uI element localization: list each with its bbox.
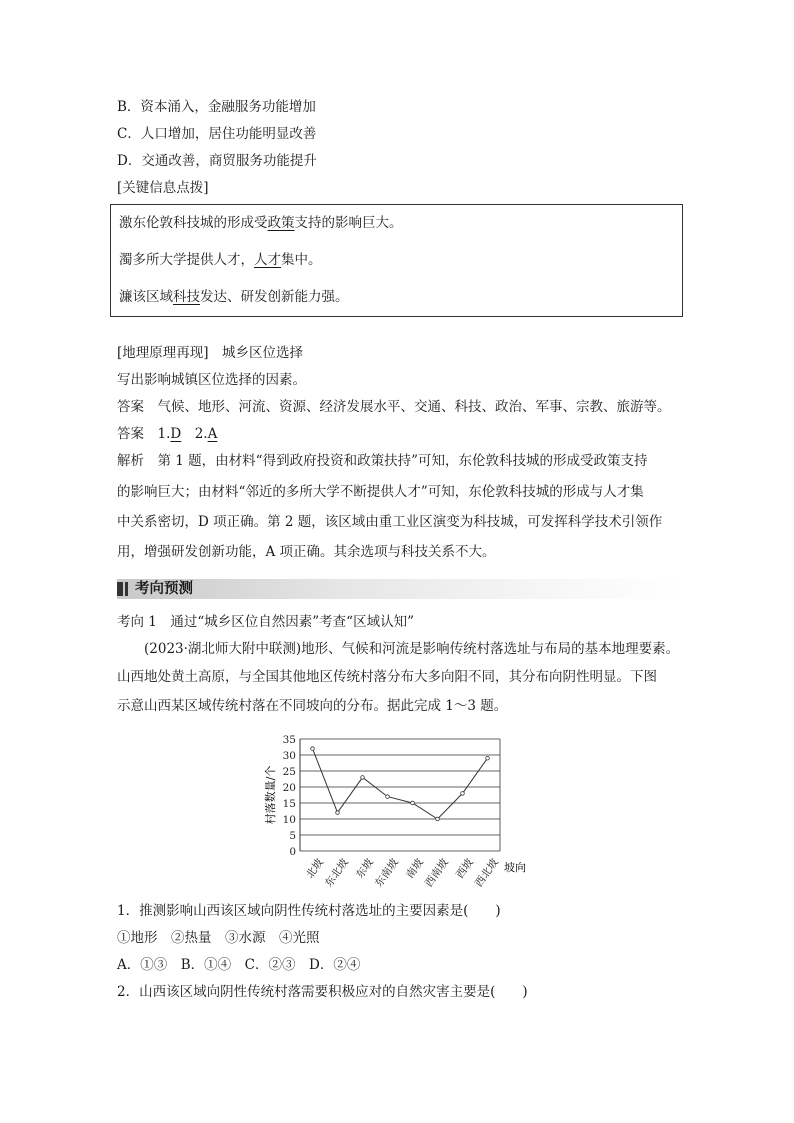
key-info-keyword: 科技 xyxy=(173,289,200,305)
y-tick-label: 30 xyxy=(282,750,296,762)
analysis-line-4: 用，增强研发创新功能，A 项正确。其余选项与科技关系不大。 xyxy=(117,544,496,560)
section-marker xyxy=(125,582,128,596)
data-point xyxy=(386,795,390,799)
intro-line-1: (2023·湖北师大附中联测)地形、气候和河流是影响传统村落选址与布局的基本地理要素。 xyxy=(144,641,680,657)
section-marker xyxy=(117,582,123,596)
q2-stem: 2．山西该区域向阴性传统村落需要积极应对的自然灾害主要是( ) xyxy=(117,984,528,1000)
y-tick-label: 5 xyxy=(289,830,296,842)
principle-answer xyxy=(117,397,671,417)
direction-title: 考向 1 通过“城乡区位自然因素”考查“区域认知” xyxy=(117,614,414,630)
option-d: D．交通改善，商贸服务功能提升 xyxy=(117,153,317,169)
analysis-label: 解析 xyxy=(117,453,144,469)
analysis-line-1 xyxy=(117,451,647,471)
key-info-marker: 濂 xyxy=(119,289,133,305)
intro-line-2: 山西地处黄土高原，与全国其他地区传统村落分布大多向阳不同，其分布向阴性明显。下图 xyxy=(117,669,657,685)
y-tick-label: 10 xyxy=(282,814,296,826)
key-info-text: 东伦敦科技城的形成受 xyxy=(132,215,268,231)
y-tick-label: 35 xyxy=(282,734,296,746)
answer-number: 2. xyxy=(194,426,208,442)
key-info-marker: 濁 xyxy=(119,252,133,268)
section-header xyxy=(117,579,683,599)
principle-header: [地理原理再现] 城乡区位选择 xyxy=(117,345,304,361)
x-tick-label: 北坡 xyxy=(303,856,326,881)
x-tick-label: 南坡 xyxy=(403,856,426,881)
analysis-line-3: 中关系密切，D 项正确。第 2 题，该区域由重工业区演变为科技城，可发挥科学技术引领作 xyxy=(117,514,663,530)
analysis-line-2: 的影响巨大；由材料“邻近的多所大学不断提供人才”可知，东伦敦科技城的形成与人才集 xyxy=(117,484,644,500)
key-info-text: 发达、研发创新能力强。 xyxy=(200,289,349,305)
key-info-item-1 xyxy=(119,211,403,231)
series-line xyxy=(313,749,488,819)
x-tick-label: 东坡 xyxy=(353,856,376,881)
key-info-keyword: 政策 xyxy=(267,215,295,231)
q1-options: A．①③ B．①④ C．②③ D．②④ xyxy=(117,957,361,973)
x-tick-label: 东北坡 xyxy=(322,856,351,890)
slope-chart xyxy=(262,731,562,891)
data-point xyxy=(336,811,340,815)
q1-stem: 1．推测影响山西该区域向阴性传统村落选址的主要因素是( ) xyxy=(117,903,501,919)
key-info-item-3 xyxy=(119,285,349,305)
answer-text: 气候、地形、河流、资源、经济发展水平、交通、科技、政治、军事、宗教、旅游等。 xyxy=(157,399,671,415)
intro-line-3: 示意山西某区域传统村落在不同坡向的分布。据此完成 1～3 题。 xyxy=(117,698,508,714)
data-point xyxy=(461,792,465,796)
key-info-text: 该区域 xyxy=(132,289,173,305)
y-tick-label: 15 xyxy=(282,798,296,810)
data-point xyxy=(311,747,315,751)
data-point xyxy=(486,756,490,760)
x-tick-label: 西北坡 xyxy=(472,856,501,890)
x-tick-label: 东南坡 xyxy=(372,856,401,890)
key-info-item-2 xyxy=(119,248,322,268)
data-point xyxy=(361,776,365,780)
data-point xyxy=(411,801,415,805)
data-point xyxy=(436,817,440,821)
key-info-header: [关键信息点拨] xyxy=(117,180,209,196)
analysis-text: 第 1 题，由材料“得到政府投资和政策扶持”可知，东伦敦科技城的形成受政策支持 xyxy=(157,453,648,469)
key-info-text: 集中。 xyxy=(281,252,322,268)
y-axis-label: 村落数量/个 xyxy=(264,765,277,825)
answer-number: 1. xyxy=(157,426,171,442)
y-tick-label: 20 xyxy=(282,782,296,794)
y-tick-label: 0 xyxy=(289,846,296,858)
x-tick-label: 西坡 xyxy=(453,856,476,881)
answer-2: A xyxy=(207,426,218,442)
x-tick-label: 西南坡 xyxy=(422,856,451,890)
answers-line xyxy=(117,424,217,444)
y-tick-label: 25 xyxy=(282,766,296,778)
section-shade xyxy=(117,579,683,599)
section-title: 考向预测 xyxy=(135,581,193,597)
key-info-box xyxy=(110,204,683,317)
key-info-keyword: 人才 xyxy=(254,252,281,268)
key-info-text: 支持的影响巨大。 xyxy=(294,215,403,231)
option-c: C．人口增加，居住功能明显改善 xyxy=(117,126,317,142)
key-info-marker: 激 xyxy=(119,215,133,231)
answer-label: 答案 xyxy=(117,399,144,415)
q1-items: ①地形 ②热量 ③水源 ④光照 xyxy=(117,930,320,946)
answer-label: 答案 xyxy=(117,426,144,442)
principle-question: 写出影响城镇区位选择的因素。 xyxy=(117,372,306,388)
option-b: B．资本涌入，金融服务功能增加 xyxy=(117,99,316,115)
answer-1: D xyxy=(170,426,182,442)
x-axis-label: 坡向 xyxy=(504,861,526,874)
key-info-text: 多所大学提供人才， xyxy=(132,252,254,268)
